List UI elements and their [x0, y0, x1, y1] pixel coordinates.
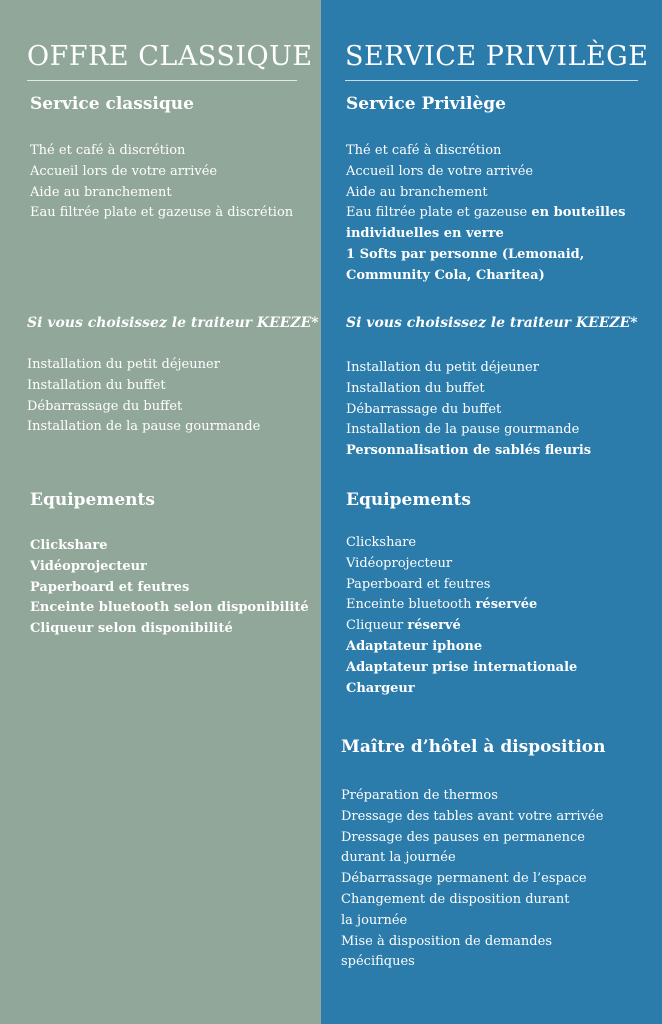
- list-item: individuelles en verre: [346, 226, 504, 242]
- list-item: Mise à disposition de demandes: [341, 933, 552, 949]
- offre-classique-title: OFFRE CLASSIQUE: [27, 40, 297, 81]
- list-item: Dressage des pauses en permanence: [341, 829, 585, 845]
- traiteur-heading: Si vous choisissez le traiteur KEEZE*: [346, 315, 638, 331]
- item-text-bold: en bouteilles: [531, 205, 626, 221]
- list-item: Paperboard et feutres: [30, 579, 190, 595]
- list-item: Eau filtrée plate et gazeuse à discrétion: [30, 205, 294, 221]
- list-item: Dressage des tables avant votre arrivée: [341, 808, 604, 824]
- service-privilege-column: [321, 0, 662, 1024]
- list-item: Débarrassage du buffet: [346, 401, 502, 417]
- list-item: Thé et café à discrétion: [346, 143, 502, 158]
- list-item: Accueil lors de votre arrivée: [30, 163, 218, 179]
- traiteur-heading: Si vous choisissez le traiteur KEEZE*: [27, 315, 319, 331]
- list-item: Installation du petit déjeuner: [27, 357, 220, 372]
- list-item: durant la journée: [341, 850, 456, 866]
- list-item: Clickshare: [346, 535, 417, 550]
- service-privilege-list: [346, 141, 626, 287]
- item-text: Cliqueur: [346, 618, 408, 634]
- maitre-hotel-heading: Maître d’hôtel à disposition: [341, 737, 606, 757]
- list-item: [346, 616, 577, 637]
- list-item: la journée: [341, 912, 408, 928]
- traiteur-list: [27, 355, 260, 438]
- list-item: Cliqueur selon disponibilité: [30, 621, 233, 637]
- service-classique-heading: Service classique: [30, 94, 194, 114]
- list-item: [346, 203, 626, 224]
- list-item: Vidéoprojecteur: [346, 555, 453, 571]
- item-text-bold: réservée: [475, 597, 538, 613]
- equipements-heading: Equipements: [30, 490, 155, 510]
- item-text: Enceinte bluetooth: [346, 597, 476, 613]
- list-item: Débarrassage permanent de l’espace: [341, 871, 587, 887]
- list-item: Adaptateur prise internationale: [346, 659, 578, 675]
- service-privilege-title: SERVICE PRIVILÈGE: [345, 40, 638, 81]
- list-item: Installation du petit déjeuner: [346, 360, 539, 375]
- list-item: Aide au branchement: [346, 184, 488, 200]
- traiteur-list: [346, 358, 591, 462]
- list-item: Installation du buffet: [346, 380, 485, 396]
- item-text-bold: réservé: [407, 618, 461, 634]
- list-item: Adaptateur iphone: [346, 638, 483, 654]
- equipements-heading: Equipements: [346, 490, 471, 510]
- service-privilege-heading: Service Privilège: [346, 94, 506, 114]
- list-item: Paperboard et feutres: [346, 576, 491, 592]
- list-item: Installation de la pause gourmande: [346, 422, 580, 438]
- list-item: Vidéoprojecteur: [30, 558, 147, 574]
- offre-classique-column: [0, 0, 321, 1024]
- list-item: 1 Softs par personne (Lemonaid,: [346, 246, 585, 262]
- list-item: Personnalisation de sablés fleuris: [346, 443, 592, 459]
- equipements-list: [346, 533, 577, 699]
- service-classique-list: [30, 141, 293, 224]
- list-item: Enceinte bluetooth selon disponibilité: [30, 600, 309, 616]
- list-item: spécifiques: [341, 954, 415, 970]
- list-item: [346, 595, 577, 616]
- list-item: Thé et café à discrétion: [30, 143, 186, 158]
- equipements-list: [30, 536, 309, 640]
- list-item: Clickshare: [30, 538, 108, 553]
- item-text: Eau filtrée plate et gazeuse: [346, 205, 532, 221]
- list-item: Community Cola, Charitea): [346, 267, 545, 283]
- list-item: Installation du buffet: [27, 377, 166, 393]
- list-item: Préparation de thermos: [341, 788, 498, 803]
- list-item: Accueil lors de votre arrivée: [346, 163, 534, 179]
- list-item: Installation de la pause gourmande: [27, 419, 261, 435]
- list-item: Changement de disposition durant: [341, 891, 570, 907]
- list-item: Aide au branchement: [30, 184, 172, 200]
- maitre-hotel-list: [341, 786, 603, 973]
- list-item: Chargeur: [346, 680, 415, 696]
- list-item: Débarrassage du buffet: [27, 398, 183, 414]
